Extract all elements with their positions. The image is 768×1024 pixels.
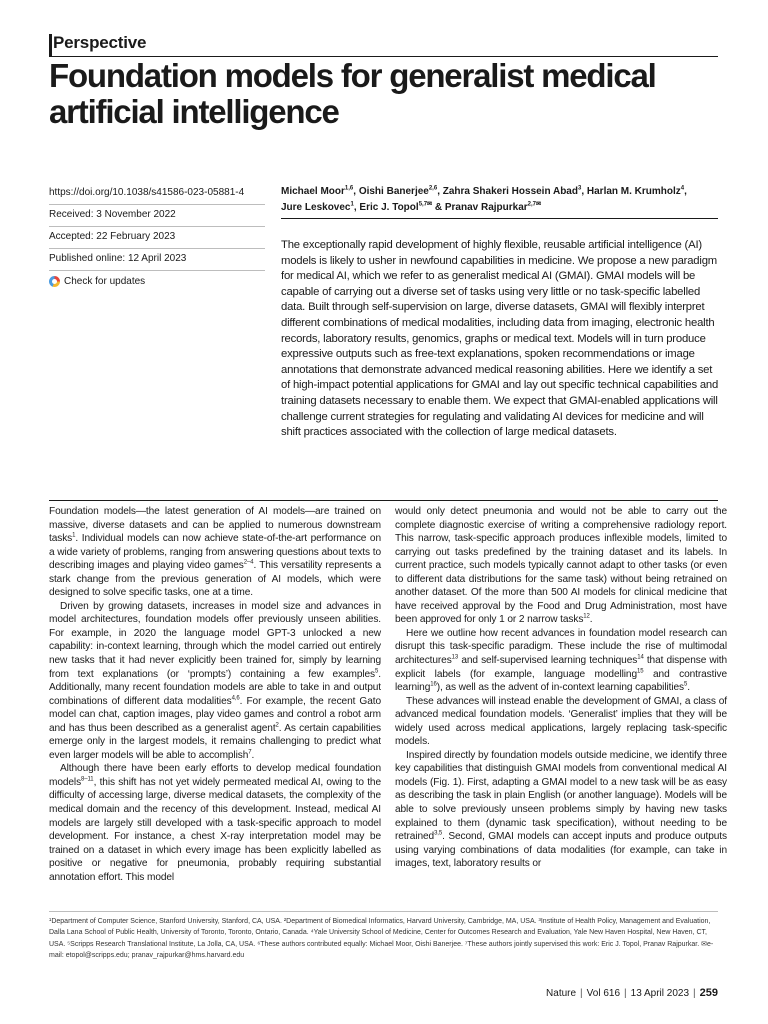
author-affiliation: 3 <box>577 185 582 192</box>
body-column-right <box>395 505 727 871</box>
paragraph: Foundation models—the latest generation of AI models—are trained on massive, diverse datasets and can be applied to numerous downstream tasks$^1$. Individual models can now achieve state-of-the-art performance on a wide variety of problems, ranging from answering questions about texts to describing images and playing video games$^{2-4}$. This versatility represents a stark change from the previous generation of AI models, which were designed to solve specific tasks, one at a time. <box>49 506 381 599</box>
article-title: Foundation models for generalist medical artificial intelligence <box>49 57 656 130</box>
volume: Vol 616 <box>586 988 621 999</box>
journal-name: Nature <box>546 988 577 999</box>
paragraph: Driven by growing datasets, increases in model size and advances in model architectures, foundation models offer previously unseen abilities. For example, in 2020 the language model GPT-3 unlocked a new capability: in-context learning, through which the model carried out entirely new tasks that it had never explicitly been trained for, simply by learning from text explanations (or ‘prompts’) containing a few examples$^5$. Additionally, many recent foundation models are able to take in and output combinations of different data modalities$^{4,6}$. For example, the recent Gato model can chat, caption images, play video games and control a robot arm and has thus been described as a generalist agent$^2$. As certain capabilities emerge only in the largest models, it remains challenging to predict what even larger models will be able to accomplish$^7$. <box>49 600 381 761</box>
body-column-left <box>49 505 381 884</box>
citation[interactable]: 2 <box>275 722 279 729</box>
section-label: Perspective <box>53 33 147 52</box>
author-affiliation: 5,7✉ <box>418 201 433 208</box>
author-affiliation: 1 <box>350 201 354 208</box>
footnote-rule <box>49 911 718 912</box>
paragraph: Here we outline how recent advances in foundation model research can disrupt this task-specific paradigm. These include the rise of multimodal architectures$^{13}$ and self-supervised learning techniques$^{14}$ that dispense with explicit labels (for example, language modelling$^{15}$ and contrastive learning$^{16}$), as well as the advent of in-context learning capabilities$^5$. <box>395 627 727 694</box>
author-name[interactable]: Jure Leskovec <box>281 202 351 213</box>
check-updates-label: Check for updates <box>64 275 146 287</box>
page-footer: Nature | Vol 616 | 13 April 2023 | 259 <box>546 987 718 999</box>
citation[interactable]: 5 <box>375 668 379 675</box>
paragraph: These advances will instead enable the development of GMAI, a class of advanced medical foundation models. ‘Generalist’ implies that they will be widely used across medical applications, largely replacing task-specific models. <box>395 695 727 748</box>
affiliation-footnotes: ¹Department of Computer Science, Stanford University, Stanford, CA, USA. ²Department of Biomedical Informatics, Harvard University, Cambridge, MA, USA. ³Institute of Health Policy, Management and Evaluation, Dalla Lana School of Public Health, University of Toronto, Toronto, Ontario, Canada. ⁴Yale University School of Medicine, Center for Outcomes Research and Evaluation, Yale New Haven Hospital, New Haven, CT, USA. ⁵Scripps Research Translational Institute, La Jolla, CA, USA. ⁶These authors contributed equally: Michael Moor, Oishi Banerjee. ⁷These authors jointly supervised this work: Eric J. Topol, Pranav Rajpurkar. ✉e-mail: etopol@scripps.edu; pranav_rajpurkar@hms.harvard.edu <box>49 918 714 960</box>
author-affiliation: 2,7✉ <box>527 201 542 208</box>
author-list: Michael Moor$^{1,6}$, Oishi Banerjee$^{2,6}$, Zahra Shakeri Hossein Abad$^3$, Harlan M. Krumholz$^4$, Jure Leskovec$^1$, Eric J. Topol$^{5,7✉}$ & Pranav Rajpurkar$^{2,7✉}$ <box>281 185 687 213</box>
citation[interactable]: 7 <box>248 749 252 756</box>
author-name[interactable]: Harlan M. Krumholz <box>586 186 681 197</box>
citation[interactable]: 5 <box>683 681 688 688</box>
author-rule <box>281 218 718 219</box>
citation[interactable]: 3,5 <box>434 830 443 837</box>
doi-link[interactable]: https://doi.org/10.1038/s41586-023-05881-4 <box>49 183 265 205</box>
page-number: 259 <box>699 987 718 999</box>
citation[interactable]: 14 <box>637 654 644 661</box>
published-date: Published online: 12 April 2023 <box>49 249 265 271</box>
crossmark-icon <box>49 276 60 287</box>
citation[interactable]: 1 <box>72 532 76 539</box>
author-affiliation: 2,6 <box>428 185 438 192</box>
section-marker <box>49 34 52 56</box>
author-affiliation: 1,6 <box>344 185 354 192</box>
author-name[interactable]: Oishi Banerjee <box>358 186 429 197</box>
author-name[interactable]: Michael Moor <box>281 186 345 197</box>
article-metadata <box>49 183 265 292</box>
paragraph: would only detect pneumonia and would not be able to carry out the complete diagnostic exercise of writing a comprehensive radiology report. This narrow, task-specific approach produces inflexible models, limited to carrying out tasks predefined by the training dataset and its labels. In current practice, such models typically cannot adapt to other tasks (or even to different data distributions for the same task) without being retrained on another dataset. Of the more than 500 AI models for clinical medicine that have received approval by the Food and Drug Administration, most have been approved for only 1 or 2 narrow tasks$^{12}$. <box>395 506 727 626</box>
author-name[interactable]: Zahra Shakeri Hossein Abad <box>442 186 578 197</box>
author-name[interactable]: Eric J. Topol <box>359 202 419 213</box>
citation[interactable]: 8–11 <box>81 776 94 783</box>
citation[interactable]: 13 <box>451 654 459 661</box>
issue-date: 13 April 2023 <box>630 988 690 999</box>
check-updates-button[interactable] <box>49 271 265 292</box>
author-affiliation: 4 <box>680 185 685 192</box>
accepted-date: Accepted: 22 February 2023 <box>49 227 265 249</box>
body-rule <box>49 500 718 501</box>
citation[interactable]: 2–4 <box>243 559 254 566</box>
paragraph: Inspired directly by foundation models outside medicine, we identify three key capabilities that distinguish GMAI models from conventional medical AI models (Fig. 1). First, adapting a GMAI model to a new task will be as easy as describing the task in plain English (or another language). Models will be able to solve previously unseen problems simply by having new tasks explained to them (dynamic task specification), without needing to be retrained$^{3,5}$. Second, GMAI models can accept inputs and produce outputs using varying combinations of data modalities (for example, can take in images, text, laboratory results or <box>395 749 727 870</box>
citation[interactable]: 15 <box>637 668 644 675</box>
citation[interactable]: 4,6 <box>231 695 240 702</box>
author-name[interactable]: Pranav Rajpurkar <box>444 202 528 213</box>
abstract: The exceptionally rapid development of highly flexible, reusable artificial intelligence (AI) models is likely to usher in newfound capabilities in medicine. We propose a new paradigm for medical AI, which we refer to as generalist medical AI (GMAI). GMAI models will be capable of carrying out a diverse set of tasks using very little or no task-specific labelled data. Built through self-supervision on large, diverse datasets, GMAI will flexibly interpret different combinations of medical modalities, including data from imaging, electronic health records, laboratory results, genomics, graphs or medical text. Models will in turn produce expressive outputs such as free-text explanations, spoken recommendations or image annotations that demonstrate advanced medical reasoning abilities. Here we identify a set of high-impact potential applications for GMAI and lay out specific technical capabilities and training datasets necessary to enable them. We expect that GMAI-enabled applications will challenge current strategies for regulating and validating AI devices for medicine and will shift practices associated with the collection of large medical datasets. <box>281 239 719 439</box>
received-date: Received: 3 November 2022 <box>49 205 265 227</box>
paragraph: Although there have been early efforts to develop medical foundation models$^{8-11}$, this shift has not yet widely permeated medical AI, owing to the difficulty of accessing large, diverse medical datasets, the complexity of the medical domain and the recency of this development. Instead, medical AI models are largely still developed with a task-specific approach to model development. For instance, a chest X-ray interpretation model may be trained on a dataset in which every image has been explicitly labelled as positive or negative for pneumonia, probably requiring substantial annotation effort. This model <box>49 763 381 883</box>
citation[interactable]: 12 <box>583 614 590 620</box>
citation[interactable]: 16 <box>430 681 437 688</box>
